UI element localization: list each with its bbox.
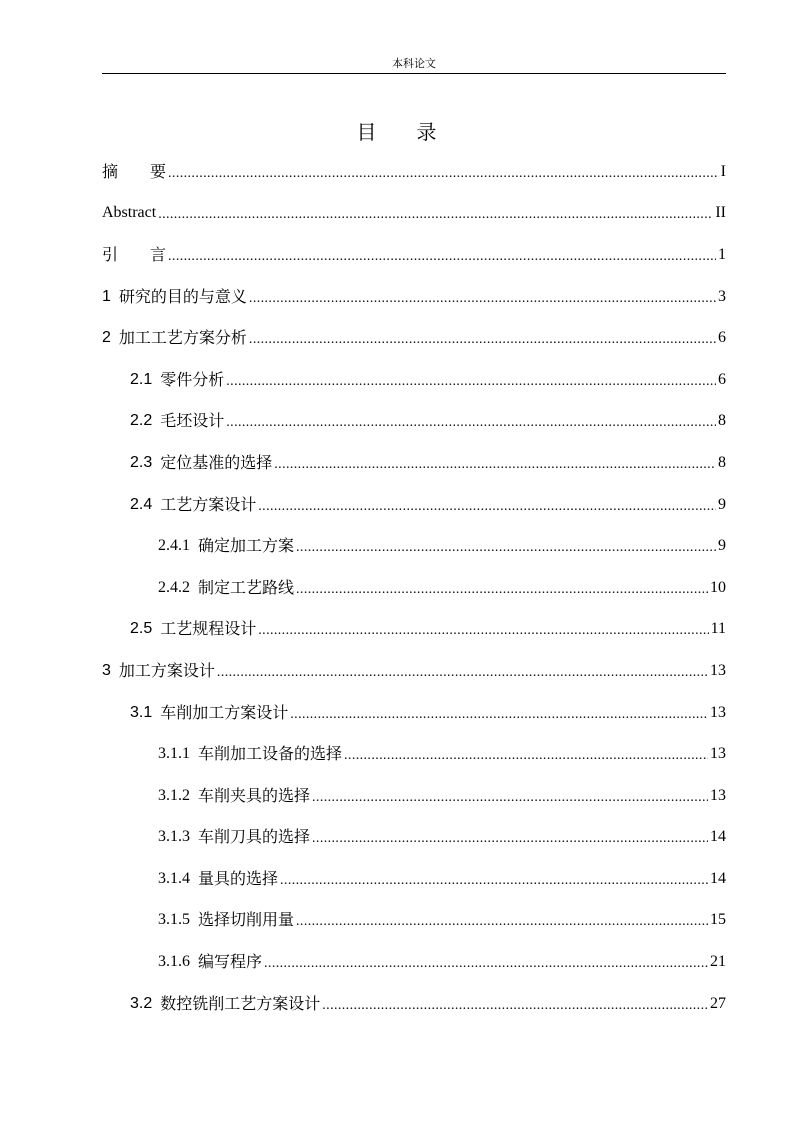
toc-entry[interactable] [102, 151, 726, 193]
toc-entry-number: 3 [102, 661, 111, 679]
toc-entry-dot-leader [296, 580, 708, 600]
toc-entry-label: 车削加工设备的选择 [198, 744, 343, 764]
toc-entry-label: 加工工艺方案分析 [118, 328, 247, 348]
toc-entry-label: 制定工艺路线 [198, 577, 295, 597]
toc-entry-label: 研究的目的与意义 [118, 286, 247, 306]
toc-entry-dot-leader [312, 788, 708, 808]
toc-entry-dot-leader [258, 621, 708, 641]
toc-entry-number: 1 [102, 287, 111, 305]
toc-entry[interactable] [102, 817, 726, 859]
toc-entry-dot-leader [264, 954, 708, 974]
toc-entry-page-number: I [720, 162, 726, 180]
toc-entry-page-number: 9 [718, 495, 726, 513]
toc-entry-number: 3.1.6 [158, 953, 190, 971]
toc-entry-page-number: 27 [710, 994, 726, 1012]
toc-entry-number: 2.1 [130, 370, 153, 388]
toc-entry-page-number: 6 [718, 329, 726, 347]
toc-entry-label: Abstract [102, 204, 157, 222]
toc-entry-number: 3.1.1 [158, 745, 190, 763]
toc-entry[interactable] [102, 401, 726, 443]
toc-entry-number: 3.1.4 [158, 869, 190, 887]
toc-entry-dot-leader [290, 705, 708, 725]
toc-entry-dot-leader [274, 455, 716, 475]
toc-entry-dot-leader [344, 746, 708, 766]
toc-entry-label: 确定加工方案 [198, 536, 295, 556]
toc-entry[interactable] [102, 442, 726, 484]
toc-entry-page-number: 14 [710, 869, 726, 887]
toc-entry-number: 3.1.5 [158, 911, 190, 929]
toc-entry[interactable] [102, 525, 726, 567]
toc-entry[interactable] [102, 484, 726, 526]
toc-entry[interactable] [102, 234, 726, 276]
toc-entry-dot-leader [312, 829, 708, 849]
toc-entry-label: 引 言 [102, 244, 167, 264]
toc-entry-page-number: 8 [718, 412, 726, 430]
toc-entry-page-number: 1 [718, 245, 726, 263]
toc-entry-page-number: 13 [710, 745, 726, 763]
toc-entry-page-number: 11 [710, 620, 726, 638]
toc-entry-number: 2 [102, 329, 111, 347]
toc-entry-label: 加工方案设计 [118, 660, 215, 680]
toc-entry-page-number: 8 [718, 453, 726, 471]
toc-entry[interactable] [102, 900, 726, 942]
toc-entry-page-number: 9 [718, 537, 726, 555]
toc-entry-label: 工艺规程设计 [160, 619, 257, 639]
toc-entry-page-number: 14 [710, 828, 726, 846]
toc-entry-number: 3.1.2 [158, 786, 190, 804]
toc-entry-dot-leader [217, 663, 708, 683]
toc-entry-label: 编写程序 [198, 952, 263, 972]
toc-entry-label: 车削刀具的选择 [198, 827, 311, 847]
page-header: 本科论文 [392, 57, 436, 70]
toc-entry-dot-leader [258, 497, 716, 517]
toc-entry-dot-leader [226, 372, 716, 392]
toc-entry-label: 定位基准的选择 [160, 452, 273, 472]
toc-entry[interactable] [102, 193, 726, 235]
toc-entry-page-number: 15 [710, 911, 726, 929]
toc-entry[interactable] [102, 983, 726, 1025]
toc-entry[interactable] [102, 858, 726, 900]
toc-entry-dot-leader [158, 205, 713, 225]
toc-entry-label: 摘 要 [102, 161, 167, 181]
toc-entry-page-number: 13 [710, 703, 726, 721]
toc-entry-page-number: 3 [718, 287, 726, 305]
toc-entry-number: 2.2 [130, 412, 153, 430]
toc-entry-number: 3.1 [130, 703, 153, 721]
toc-entry-number: 3.1.3 [158, 828, 190, 846]
toc-entry-number: 2.4.1 [158, 537, 190, 555]
toc-entry[interactable] [102, 650, 726, 692]
toc-entry-label: 毛坯设计 [160, 411, 225, 431]
toc-entry-dot-leader [322, 996, 708, 1016]
toc-entry-dot-leader [168, 247, 716, 267]
toc-entry-page-number: 13 [710, 786, 726, 804]
toc-entry-label: 车削加工方案设计 [160, 702, 289, 722]
toc-entry-label: 量具的选择 [198, 868, 279, 888]
toc-entry-dot-leader [249, 330, 716, 350]
toc-entry-page-number: 10 [710, 578, 726, 596]
toc-entry-dot-leader [168, 164, 719, 184]
toc-entry-number: 2.5 [130, 620, 153, 638]
toc-entry-number: 3.2 [130, 994, 153, 1012]
toc-entry[interactable] [102, 317, 726, 359]
toc-entry-dot-leader [226, 413, 716, 433]
toc-entry[interactable] [102, 276, 726, 318]
toc-entry[interactable] [102, 609, 726, 651]
toc-entry-number: 2.3 [130, 453, 153, 471]
toc-entry[interactable] [102, 775, 726, 817]
toc-entry[interactable] [102, 733, 726, 775]
toc-entry-label: 车削夹具的选择 [198, 785, 311, 805]
toc-entry-dot-leader [296, 538, 716, 558]
toc-entry-page-number: II [715, 204, 726, 222]
toc-entry[interactable] [102, 359, 726, 401]
toc-entry[interactable] [102, 567, 726, 609]
toc-entry-dot-leader [249, 289, 716, 309]
toc-entry-label: 零件分析 [160, 369, 225, 389]
toc-entry[interactable] [102, 941, 726, 983]
header-divider [102, 73, 726, 74]
toc-entry-page-number: 6 [718, 370, 726, 388]
toc-entry[interactable] [102, 692, 726, 734]
toc-entry-dot-leader [280, 871, 708, 891]
toc-entry-number: 2.4.2 [158, 578, 190, 596]
toc-entry-label: 选择切削用量 [198, 910, 295, 930]
toc-entry-label: 数控铣削工艺方案设计 [160, 993, 321, 1013]
toc-entry-number: 2.4 [130, 495, 153, 513]
toc-entry-label: 工艺方案设计 [160, 494, 257, 514]
toc-title: 目录 [356, 120, 477, 144]
toc-entry-page-number: 21 [710, 953, 726, 971]
toc-entry-dot-leader [296, 912, 708, 932]
toc-entry-page-number: 13 [710, 661, 726, 679]
table-of-contents [102, 151, 726, 1024]
